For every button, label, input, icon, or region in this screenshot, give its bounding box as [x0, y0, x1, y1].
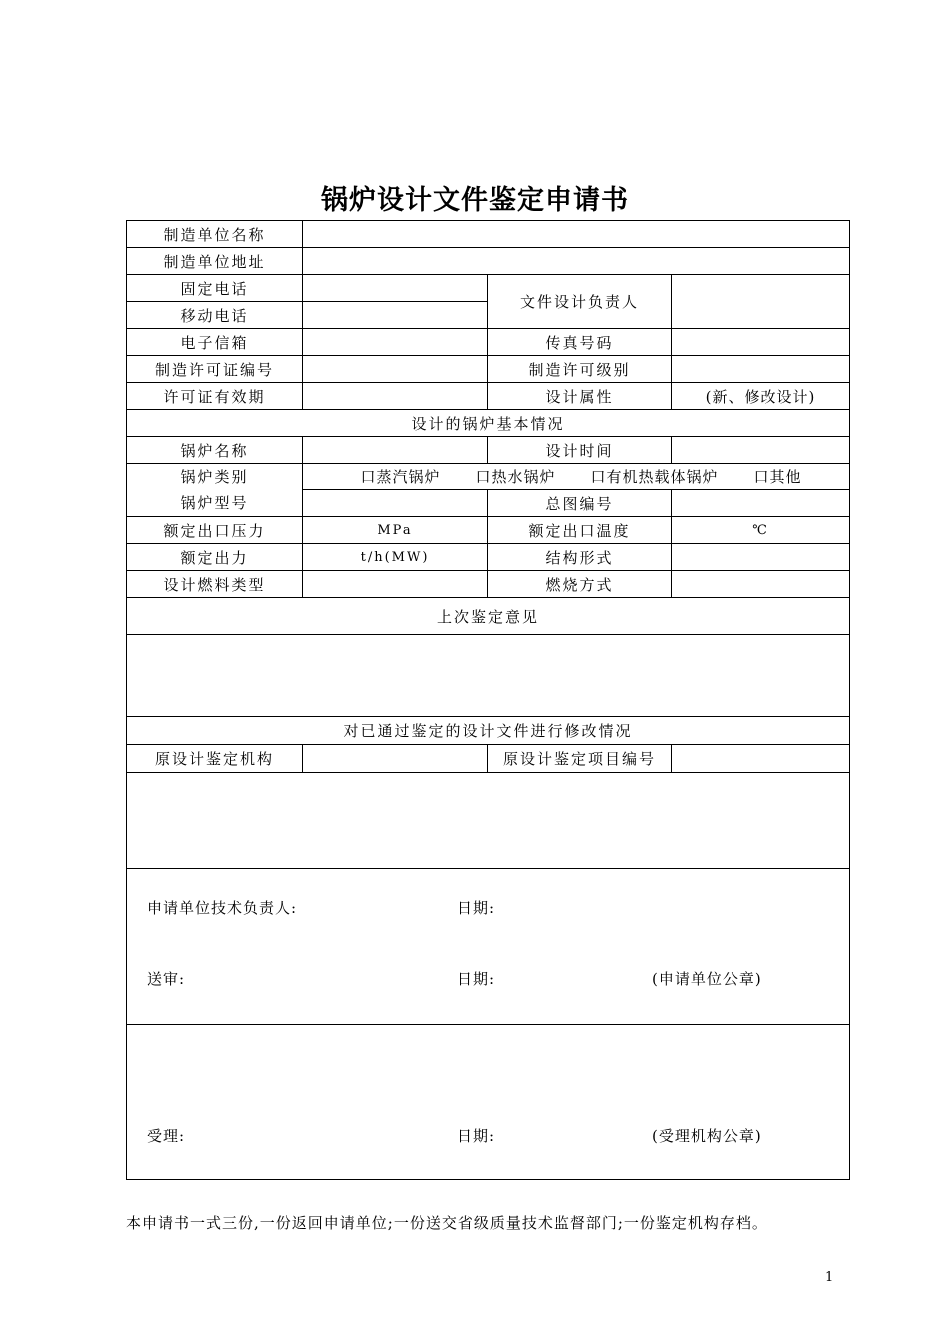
accept-label: 受理: — [147, 1127, 186, 1145]
orig-project-no-label: 原设计鉴定项目编号 — [488, 745, 672, 773]
structure-field[interactable] — [672, 544, 850, 571]
rated-temp-label: 额定出口温度 — [488, 517, 672, 544]
boiler-name-field[interactable] — [303, 437, 488, 464]
applicant-signature-block — [127, 869, 850, 1025]
license-validity-field[interactable] — [303, 383, 488, 410]
option-steam-boiler[interactable]: 口蒸汽锅炉 — [360, 468, 441, 486]
license-no-field[interactable] — [303, 356, 488, 383]
page-title: 锅炉设计文件鉴定申请书 — [321, 185, 629, 216]
boiler-category-label: 锅炉类别 — [127, 464, 303, 490]
date-label-3: 日期: — [457, 1127, 496, 1145]
license-validity-label: 许可证有效期 — [127, 383, 303, 410]
design-attr-value[interactable]: (新、修改设计) — [672, 383, 850, 410]
drawing-no-field[interactable] — [672, 490, 850, 517]
email-label: 电子信箱 — [127, 329, 303, 356]
option-other[interactable]: 口其他 — [753, 468, 802, 486]
license-level-label: 制造许可级别 — [488, 356, 672, 383]
license-no-label: 制造许可证编号 — [127, 356, 303, 383]
design-time-field[interactable] — [672, 437, 850, 464]
rated-output-label: 额定出力 — [127, 544, 303, 571]
unit-name-label: 制造单位名称 — [127, 221, 303, 248]
date-label-1: 日期: — [457, 899, 496, 917]
design-lead-label: 文件设计负责人 — [488, 275, 672, 329]
applicant-seal-label: (申请单位公章) — [652, 970, 762, 988]
agency-seal-label: (受理机构公章) — [652, 1127, 762, 1145]
orig-project-no-field[interactable] — [672, 745, 850, 773]
rated-pressure-field[interactable]: MPa — [303, 517, 488, 544]
boiler-category-options — [303, 464, 850, 490]
boiler-model-field[interactable] — [303, 490, 488, 517]
basic-section-title: 设计的锅炉基本情况 — [127, 410, 850, 437]
date-label-2: 日期: — [457, 970, 496, 988]
fax-label: 传真号码 — [488, 329, 672, 356]
rated-temp-field[interactable]: ℃ — [672, 517, 850, 544]
unit-name-field[interactable] — [303, 221, 850, 248]
option-organic-heat-carrier-boiler[interactable]: 口有机热载体锅炉 — [590, 468, 719, 486]
previous-opinion-field[interactable] — [127, 635, 850, 717]
tech-lead-label: 申请单位技术负责人: — [147, 899, 298, 917]
combustion-label: 燃烧方式 — [488, 571, 672, 598]
design-lead-field[interactable] — [672, 275, 850, 329]
option-hot-water-boiler[interactable]: 口热水锅炉 — [475, 468, 556, 486]
modification-title: 对已通过鉴定的设计文件进行修改情况 — [127, 717, 850, 745]
landline-field[interactable] — [303, 275, 488, 302]
modification-details-field[interactable] — [127, 773, 850, 869]
combustion-field[interactable] — [672, 571, 850, 598]
drawing-no-label: 总图编号 — [488, 490, 672, 517]
design-time-label: 设计时间 — [488, 437, 672, 464]
page-number: 1 — [825, 1270, 834, 1285]
boiler-name-label: 锅炉名称 — [127, 437, 303, 464]
landline-label: 固定电话 — [127, 275, 303, 302]
previous-opinion-title: 上次鉴定意见 — [127, 598, 850, 635]
fuel-type-field[interactable] — [303, 571, 488, 598]
application-form — [126, 220, 850, 1180]
design-attr-label: 设计属性 — [488, 383, 672, 410]
rated-output-field[interactable]: t/h(MW) — [303, 544, 488, 571]
license-level-field[interactable] — [672, 356, 850, 383]
mobile-field[interactable] — [303, 302, 488, 329]
unit-address-field[interactable] — [303, 248, 850, 275]
acceptance-block — [127, 1025, 850, 1180]
submit-label: 送审: — [147, 970, 186, 988]
orig-agency-label: 原设计鉴定机构 — [127, 745, 303, 773]
fuel-type-label: 设计燃料类型 — [127, 571, 303, 598]
fax-field[interactable] — [672, 329, 850, 356]
orig-agency-field[interactable] — [303, 745, 488, 773]
mobile-label: 移动电话 — [127, 302, 303, 329]
email-field[interactable] — [303, 329, 488, 356]
unit-address-label: 制造单位地址 — [127, 248, 303, 275]
structure-label: 结构形式 — [488, 544, 672, 571]
footnote: 本申请书一式三份,一份返回申请单位;一份送交省级质量技术监督部门;一份鉴定机构存档。 — [126, 1214, 768, 1232]
rated-pressure-label: 额定出口压力 — [127, 517, 303, 544]
boiler-model-label: 锅炉型号 — [127, 490, 303, 517]
